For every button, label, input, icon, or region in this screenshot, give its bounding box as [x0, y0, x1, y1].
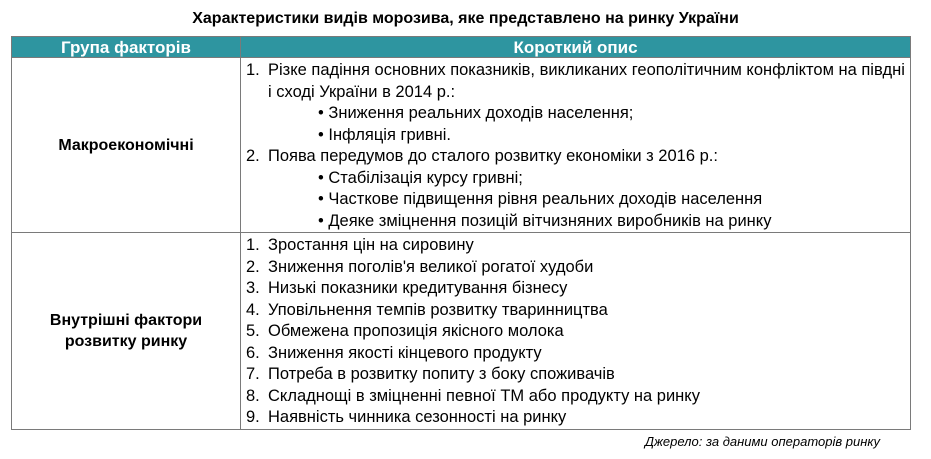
- list-item: [246, 364, 910, 386]
- list-item: [246, 235, 910, 257]
- description-cell: [241, 233, 911, 430]
- bullet-item: • Часткове підвищення рівня реальних доходів населення: [318, 190, 763, 208]
- column-header-group: Група факторів: [12, 37, 241, 58]
- table-row: [12, 233, 911, 430]
- item-number: 1.: [246, 61, 260, 79]
- item-text: Різке падіння основних показників, викликаних геополітичним конфліктом на півдні і сході України в 2014 р.:: [268, 61, 905, 101]
- list-item: [246, 386, 910, 408]
- item-text: Обмежена пропозиція якісного молока: [268, 322, 564, 340]
- item-text: Зниження якості кінцевого продукту: [268, 343, 542, 362]
- group-label: Макроекономічні: [58, 136, 194, 154]
- list-item: [246, 343, 910, 365]
- item-number: 6.: [246, 343, 260, 362]
- list-item: [246, 407, 910, 429]
- list-item: [246, 300, 910, 322]
- item-text: Зростання цін на сировину: [268, 236, 474, 254]
- item-text: Поява передумов до сталого розвитку економіки з 2016 р.:: [268, 147, 718, 165]
- bullet-item: • Інфляція гривні.: [318, 125, 452, 144]
- column-header-description: Короткий опис: [241, 37, 911, 58]
- item-text: Уповільнення темпів розвитку тваринництва: [268, 300, 608, 319]
- description-cell: [241, 58, 911, 233]
- group-cell-macroeconomic: [12, 58, 241, 233]
- item-number: 4.: [246, 300, 260, 319]
- bullet-item: • Зниження реальних доходів населення;: [318, 104, 634, 122]
- item-text: Зниження поголів'я великої рогатої худоби: [268, 257, 594, 276]
- list-item: [246, 146, 910, 168]
- list-item: [246, 60, 910, 103]
- item-text: Складнощі в зміцненні певної ТМ або продукту на ринку: [268, 386, 700, 405]
- source-note: Джерело: за даними операторів ринку: [644, 434, 880, 449]
- list-item: [246, 257, 910, 279]
- list-item: [246, 278, 910, 300]
- list-item: [246, 321, 910, 343]
- item-number: 2.: [246, 147, 260, 165]
- item-number: 8.: [246, 386, 260, 405]
- group-cell-internal: [12, 233, 241, 430]
- item-text: Потреба в розвитку попиту з боку споживачів: [268, 365, 615, 383]
- item-number: 1.: [246, 236, 260, 254]
- item-number: 7.: [246, 365, 260, 383]
- item-number: 9.: [246, 408, 260, 426]
- item-number: 3.: [246, 279, 260, 297]
- table-header-row: [12, 37, 911, 58]
- item-number: 2.: [246, 257, 260, 276]
- bullet-item: • Стабілізація курсу гривні;: [318, 168, 523, 187]
- factors-table: [11, 36, 911, 430]
- item-text: Наявність чинника сезонності на ринку: [268, 408, 567, 426]
- table-title: Характеристики видів морозива, яке представлено на ринку України: [192, 10, 739, 27]
- item-text: Низькі показники кредитування бізнесу: [268, 279, 568, 297]
- item-number: 5.: [246, 322, 260, 340]
- group-label: Внутрішні фактори розвитку ринку: [49, 312, 203, 350]
- table-row: [12, 58, 911, 233]
- bullet-item: • Деяке зміцнення позицій вітчизняних виробників на ринку: [318, 211, 772, 230]
